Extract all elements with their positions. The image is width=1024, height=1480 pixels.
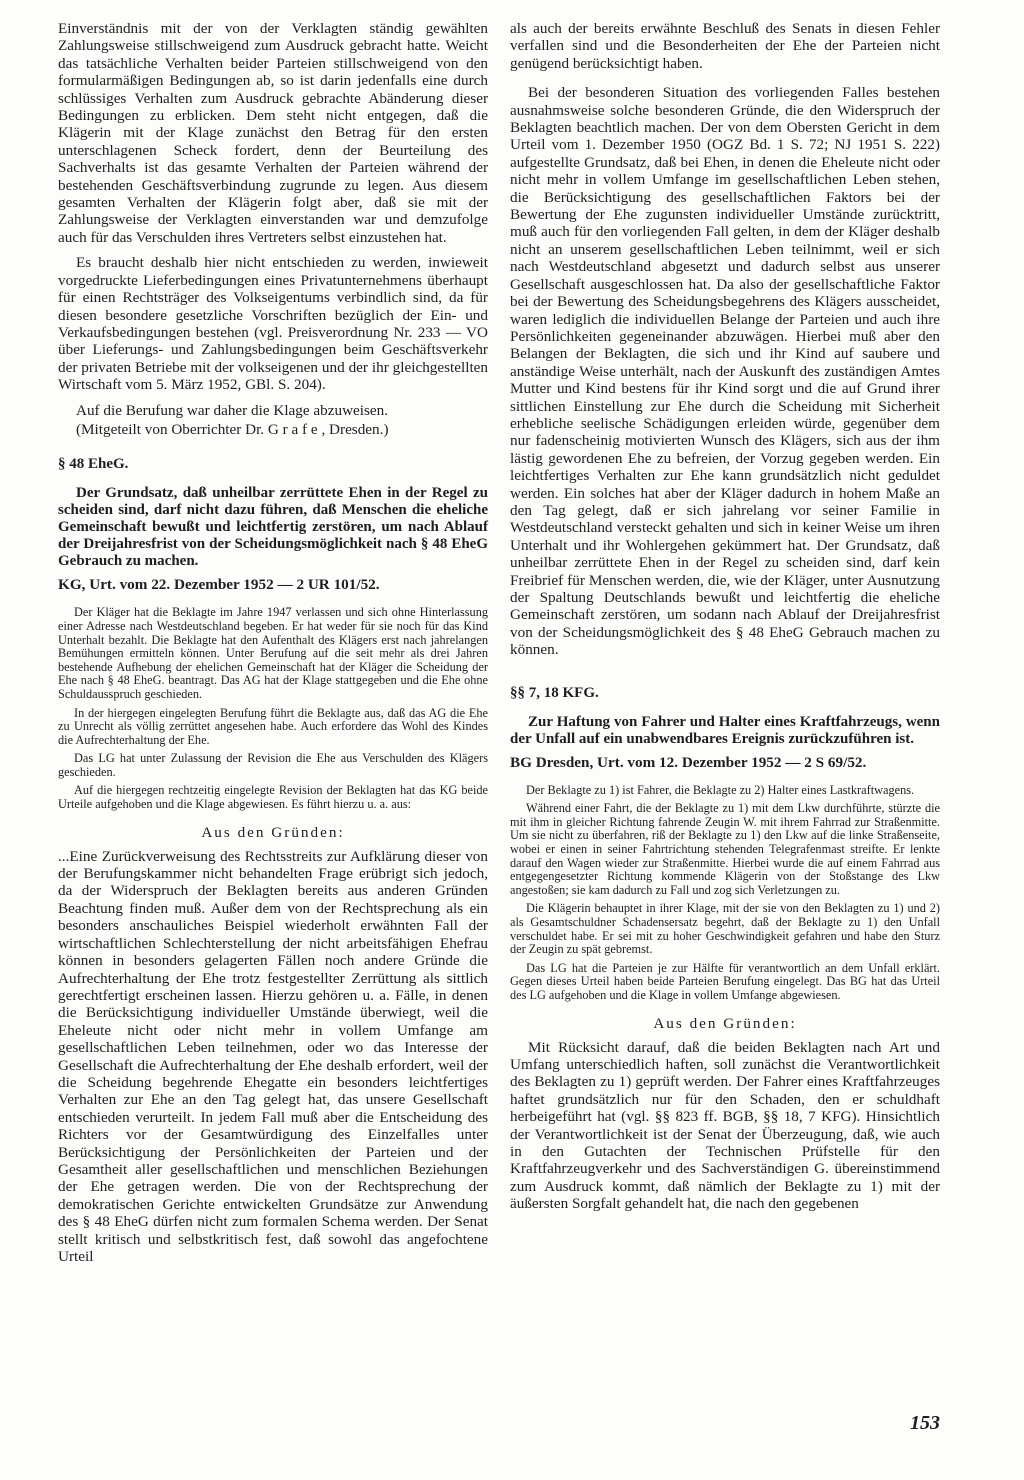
grounds-heading: Aus den Gründen: <box>201 823 345 841</box>
paragraph: Es braucht deshalb hier nicht entschieden zu werden, inwieweit vorgedruckte Lieferbedingungen eines Privatunternehmens überhaupt für einen Rechtsträger des Volkseigentums verbindlich sind, da für diesen besondere gesetzliche Vorschriften bezüglich der Ein- und Verkaufsbedingungen bestehen (vgl. Preisverordnung Nr. 233 — VO über Lieferungs- und Zahlungsbedingungen beim Geschäftsverkehr der privaten Betriebe mit der volkseigenen und der ihr gleichgestellten Wirtschaft vom 5. März 1952, GBl. S. 204). <box>58 254 488 394</box>
communicated-by: (Mitgeteilt von Oberrichter Dr. G r a f e , Dresden.) <box>76 420 389 438</box>
section-heading: §§ 7, 18 KFG. <box>510 684 599 701</box>
right-column <box>510 20 940 1221</box>
decision-citation: KG, Urt. vom 22. Dezember 1952 — 2 UR 101/52. <box>58 576 380 594</box>
facts-paragraph: Das LG hat unter Zulassung der Revision die Ehe aus Verschulden des Klägers geschieden. <box>58 751 488 779</box>
page-number: 153 <box>910 1412 940 1434</box>
facts-paragraph: In der hiergegen eingelegten Berufung führt die Beklagte aus, daß das AG die Ehe zu Unrecht als völlig zerrüttet angesehen habe. Auch erfordere das Wohl des Kindes die Aufrechterhaltung der Ehe. <box>58 705 488 747</box>
facts-paragraph: Während einer Fahrt, die der Beklagte zu 1) mit dem Lkw durchführte, stürzte die mit ihm in gleicher Richtung fahrende Zeugin W. mit ihrem Fahrrad zur Straßenmitte. Um sie nicht zu überfahren, riß der Beklagte zu 1) den Lkw auf die linke Straßenseite, wobei er einen in seiner Fahrtrichtung stehenden Telegrafenmast streifte. Er lenkte darauf den Wagen wieder zur Straßenmitte. Hierbei wurde die auf einem Fahrrad aus entgegengesetzter Richtung kommende Klägerin von der Stoßstange des Lkw angestoßen; sie kam dadurch zu Fall und zog sich Verletzungen zu. <box>510 801 940 897</box>
document-page <box>58 20 972 1460</box>
facts-paragraph: Die Klägerin behauptet in ihrer Klage, mit der sie von den Beklagten zu 1) und 2) als Gesamtschuldner Schadensersatz begehrt, daß der Beklagte zu 1) den Unfall verschuldet habe. Er sei mit zu hoher Geschwindigkeit gefahren und habe den Sturz der Zeugin zu spät gebremst. <box>510 901 940 957</box>
facts-paragraph: Auf die hiergegen rechtzeitig eingelegte Revision der Beklagten hat das KG beide Urteile aufgehoben und die Klage abgewiesen. Es führt hierzu u. a. aus: <box>58 783 488 812</box>
paragraph: ...Eine Zurückverweisung des Rechtsstreits zur Aufklärung dieser von der Berufungskammer nicht behandelten Frage erübrigt sich jedoch, da der Widerspruch der Beklagten bereits aus anderen Gründen Beachtung finden muß. Außer dem von der Rechtsprechung als ein besonders anschauliches Beispiel wiederholt erwähnten Fall der wirtschaftlichen Schlechterstellung der nicht arbeitsfähigen Ehefrau können in besonders gelagerten Fällen noch andere Gründe die Aufrechterhaltung der Ehe trotz festgestellter Zerrüttung als sittlich gerechtfertigt erscheinen lassen. Hierzu gehören u. a. Fälle, in denen die Berücksichtigung individueller Umstände überwiegt, weil die Eheleute nicht oder nicht mehr in vollem Umfange am gesellschaftlichen Leben teilnehmen, oder wo das Interesse der Gesellschaft die Aufrechterhaltung der Ehe deshalb erfordert, weil der die Scheidung begehrende Ehegatte ein besonders leichtfertiges Verhalten zur Ehe an den Tag gelegt hat, das unsere Gesellschaft entschieden verurteilt. In jedem Fall muß aber die Entscheidung des Richters vor der Gesamtwürdigung des Einzelfalles unter Berücksichtigung der Persönlichkeiten der Parteien und der Gesamtheit aller gesellschaftlichen und menschlichen Beziehungen der Ehe getragen werden. Die von der Rechtsprechung der demokratischen Gerichte entwickelten Grundsätze zur Anwendung des § 48 EheG dürfen nicht zum formalen Schema werden. Der Senat stellt kritisch und selbstkritisch fest, daß sowohl das angefochtene Urteil <box>58 847 488 1265</box>
facts-paragraph: Der Beklagte zu 1) ist Fahrer, die Beklagte zu 2) Halter eines Lastkraftwagens. <box>526 782 915 797</box>
facts-paragraph: Das LG hat die Parteien je zur Hälfte für verantwortlich an dem Unfall erklärt. Gegen dieses Urteil haben beide Parteien Berufung eingelegt. Das BG hat das Urteil des LG aufgehoben und die Klage in vollem Umfange abgewiesen. <box>510 960 940 1002</box>
section-heading: § 48 EheG. <box>58 456 129 473</box>
headnote: Der Grundsatz, daß unheilbar zerrüttete Ehen in der Regel zu scheiden sind, darf nicht dazu führen, daß Menschen die eheliche Gemeinschaft bewußt und leichtfertig zerstören, um nach Ablauf der Dreijahresfrist von der Scheidungsmöglichkeit nach § 48 EheG Gebrauch zu machen. <box>58 485 488 570</box>
decision-citation: BG Dresden, Urt. vom 12. Dezember 1952 — 2 S 69/52. <box>510 753 867 771</box>
paragraph: Bei der besonderen Situation des vorliegenden Falles bestehen ausnahmsweise solche besonderen Gründe, die den Widerspruch der Beklagten beachtlich machen. Der von dem Obersten Gericht in dem Urteil vom 1. Dezember 1950 (OGZ Bd. 1 S. 72; NJ 1951 S. 222) aufgestellte Grundsatz, daß bei Ehen, in denen die Eheleute nicht oder nicht mehr in vollem Umfange im gesellschaftlichen Leben stehen, die Berücksichtigung des gesellschaftlichen Faktors bei der Bewertung der Ehe zugunsten individueller Umstände zurücktritt, muß auch für den vorliegenden Fall gelten, in dem der Kläger deshalb nicht an unserem gesellschaftlichen Leben teilnimmt, weil er sich nach Westdeutschland abgesetzt und dadurch selbst aus unserer Gesellschaft ausgeschlossen hat. Da also der gesellschaftliche Faktor bei der Bewertung des Scheidungsbegehrens des Klägers ausscheidet, waren lediglich die individuellen Belange der Parteien und auch ihre Persönlichkeiten gegeneinander abzuwägen. Hierbei muß aber den Belangen der Beklagten, die sich und ihr Kind auf saubere und anständige Weise unterhält, nach der Auskunft des zuständigen Amtes Mutter und Kind bestens für ihr Kind sorgt und die auf Grund ihrer sittlichen Einstellung zur Ehe durch die Scheidung mit Sicherheit erhebliche seelische Schädigungen erleiden würde, gegenüber dem nur fadenscheinig motivierten Wunsch des Klägers, sich aus der ihm lästig gewordenen Ehe zu befreien, der Vorzug gegeben werden. Ein leichtfertiges Verhalten zur Ehe kann grundsätzlich nicht geduldet werden. Ein solches hat aber der Kläger dadurch in hohem Maße an den Tag gelegt, daß er sich jahrelang vor seiner Familie in Westdeutschland versteckt gehalten und sich in keiner Weise um ihren Unterhalt und ihr Wohlergehen gekümmert hat. Der Grundsatz, daß unheilbar zerrüttete Ehen in der Regel zu scheiden sind, darf kein Freibrief für Menschen werden, die, wie der Kläger, unter Ausnutzung der Spaltung Deutschlands bewußt und leichtfertig die eheliche Gemeinschaft zerstören, um sodann nach Ablauf der Dreijahresfrist von der Scheidungsmöglichkeit des § 48 EheG Gebrauch machen zu können. <box>510 84 940 659</box>
paragraph: Einverständnis mit der von der Verklagten ständig gewählten Zahlungsweise stillschweigend zum Ausdruck gebracht hatte. Weicht das tatsächliche Verhalten beider Parteien stillschweigend von den formularmäßigen Bedingungen ab, so ist darin jedenfalls eine durch schlüssiges Verhalten zum Ausdruck gebrachte Abänderung dieser Bedingungen zu erblicken. Dem steht nicht entgegen, daß die Klägerin mit der Klage zunächst den Betrag für den ersten unterschlagenen Scheck fordert, denn der Beurteilung des Sachverhalts ist das gesamte Verhalten der Parteien während der bestehenden Geschäftsverbindung zugrunde zu legen. Aus diesem gesamten Verhalten der Klägerin folgt aber, daß sie mit der Zahlungsweise der Verklagten einverstanden war und demzufolge auch für das Verschulden ihres Vertreters selbst einzustehen hat. <box>58 20 488 246</box>
grounds-heading: Aus den Gründen: <box>653 1014 797 1032</box>
paragraph: Auf die Berufung war daher die Klage abzuweisen. <box>76 401 389 419</box>
headnote: Zur Haftung von Fahrer und Halter eines Kraftfahrzeugs, wenn der Unfall auf ein unabwendbares Ereignis zurückzuführen ist. <box>510 713 940 747</box>
paragraph: als auch der bereits erwähnte Beschluß des Senats in diesen Fehler verfallen sind und die Besonderheiten der Ehe der Parteien nicht genügend berücksichtigt haben. <box>510 20 940 72</box>
left-column <box>58 20 488 1273</box>
paragraph: Mit Rücksicht darauf, daß die beiden Beklagten nach Art und Umfang unterschiedlich haften, soll zunächst die Verantwortlichkeit des Beklagten zu 1) geprüft werden. Der Fahrer eines Kraftfahrzeuges haftet grundsätzlich nur für den Schaden, den er schuldhaft herbeigeführt hat (vgl. §§ 823 ff. BGB, §§ 18, 7 KFG). Hinsichtlich der Verantwortlichkeit ist der Senat der Überzeugung, daß, wie auch in den Gutachten der Technischen Prüfstelle für den Kraftfahrzeugverkehr und des Sachverständigen G. übereinstimmend zum Ausdruck kommt, daß nämlich der Beklagte zu 1) mit der äußersten Sorgfalt gehandelt hat, die nach den gegebenen <box>510 1038 940 1213</box>
facts-paragraph: Der Kläger hat die Beklagte im Jahre 1947 verlassen und sich ohne Hinterlassung einer Adresse nach Westdeutschland begeben. Er hat weder für sie noch für das Kind Unterhalt bezahlt. Die Beklagte hat den Aufenthalt des Klägers erst nach jahrelangen Bemühungen ermitteln können. Unter Berufung auf die seit mehr als drei Jahren bestehende Aufhebung der ehelichen Gemeinschaft hat der Kläger die Scheidung der Ehe nach § 48 EheG. beantragt. Das AG hat der Klage stattgegeben und die Ehe ohne Schuldausspruch geschieden. <box>58 605 488 701</box>
